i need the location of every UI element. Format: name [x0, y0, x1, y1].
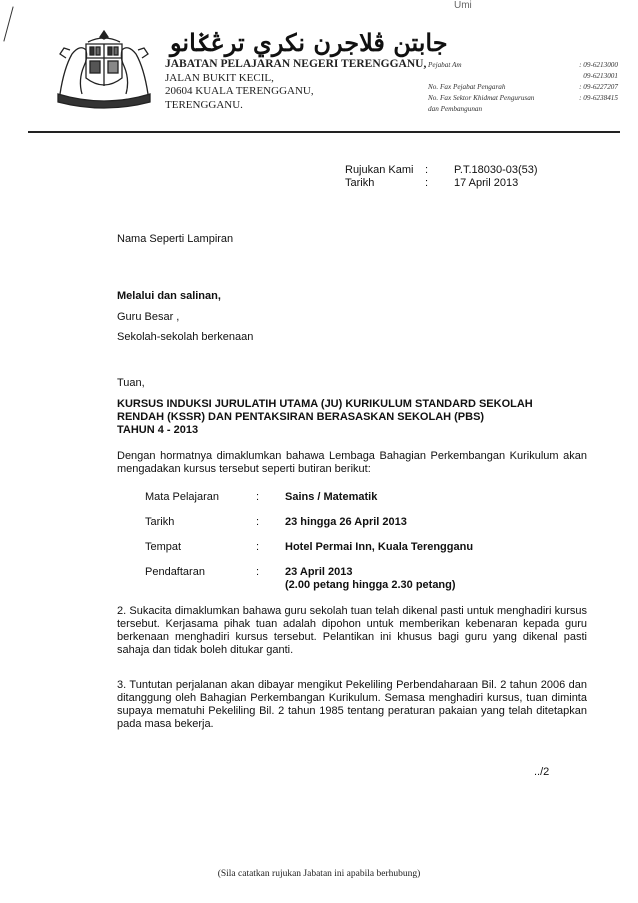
- detail-row: Mata Pelajaran : Sains / Matematik: [145, 491, 378, 503]
- via-organization: Sekolah-sekolah berkenaan: [117, 331, 254, 343]
- department-name: JABATAN PELAJARAN NEGERI TERENGGANU,: [165, 58, 427, 70]
- department-address: [165, 58, 426, 112]
- coat-of-arms-icon: [52, 28, 156, 110]
- jawi-department-name: جابتن ڤلاجرن نکري ترڠݢانو: [170, 28, 448, 57]
- subject-line: RENDAH (KSSR) DAN PENTAKSIRAN BERASASKAN SEKOLAH (PBS): [117, 411, 485, 423]
- subject: [117, 398, 533, 437]
- reference-block: [345, 164, 538, 190]
- subject-line: TAHUN 4 - 2013: [117, 424, 199, 436]
- address-line: TERENGGANU.: [165, 98, 243, 111]
- contact-row: No. Fax Sektor Khidmat Pengurusan : 09-6238415: [428, 94, 618, 102]
- contact-block: [428, 60, 618, 115]
- address-line: JALAN BUKIT KECIL,: [165, 71, 274, 84]
- via-heading: Melalui dan salinan,: [117, 290, 221, 302]
- handwritten-note: Umi: [454, 0, 472, 11]
- via-recipient: Guru Besar ,: [117, 311, 180, 323]
- margin-pen-mark: [3, 6, 13, 41]
- detail-row: Tarikh : 23 hingga 26 April 2013: [145, 516, 407, 528]
- contact-row: No. Fax Pejabat Pengarah : 09-6227207: [428, 83, 618, 91]
- salutation: Tuan,: [117, 377, 145, 389]
- subject-line: KURSUS INDUKSI JURULATIH UTAMA (JU) KURIKULUM STANDARD SEKOLAH: [117, 398, 533, 410]
- contact-row: Pejabat Am : 09-6213000: [428, 61, 618, 69]
- date-row: Tarikh : 17 April 2013: [345, 177, 519, 189]
- letterhead-divider: [28, 131, 620, 133]
- contact-row: dan Pembangunan: [428, 105, 483, 113]
- reference-row: Rujukan Kami : P.T.18030-03(53): [345, 164, 538, 176]
- contact-row: 09-6213001: [583, 72, 618, 80]
- footer-note: (Sila catatkan rujukan Jabatan ini apabila berhubung): [217, 869, 421, 879]
- intro-paragraph: Dengan hormatnya dimaklumkan bahawa Lembaga Bahagian Perkembangan Kurikulum akan mengadakan kursus tersebut seperti butiran berikut:: [117, 450, 587, 475]
- paragraph-3: 3. Tuntutan perjalanan akan dibayar mengikut Pekeliling Perbendaharaan Bil. 2 tahun 2006 dan ditanggung oleh Bahagian Perkembangan Kurikulum. Semasa menghadiri kursus, tuan diminta supaya mematuhi Pekeliling Bil. 2 tahun 1985 tentang peraturan pakaian yang telah ditetapkan pada masa bekerja.: [117, 679, 587, 730]
- page-continuation: ../2: [534, 766, 550, 778]
- detail-row: Pendaftaran : 23 April 2013 (2.00 petang hingga 2.30 petang): [145, 566, 456, 591]
- address-line: 20604 KUALA TERENGGANU,: [165, 85, 314, 97]
- detail-row: Tempat : Hotel Permai Inn, Kuala Terengganu: [145, 541, 474, 553]
- paragraph-2: 2. Sukacita dimaklumkan bahawa guru sekolah tuan telah dikenal pasti untuk menghadiri kursus tersebut. Kerjasama pihak tuan adalah dipohon untuk memberikan kebenaran kepada guru berkenaan menghadiri kursus tersebut. Pelantikan ini khusus bagi guru yang dikenal pasti sahaja dan tidak boleh ditukar ganti.: [117, 605, 587, 656]
- recipient: Nama Seperti Lampiran: [117, 233, 234, 245]
